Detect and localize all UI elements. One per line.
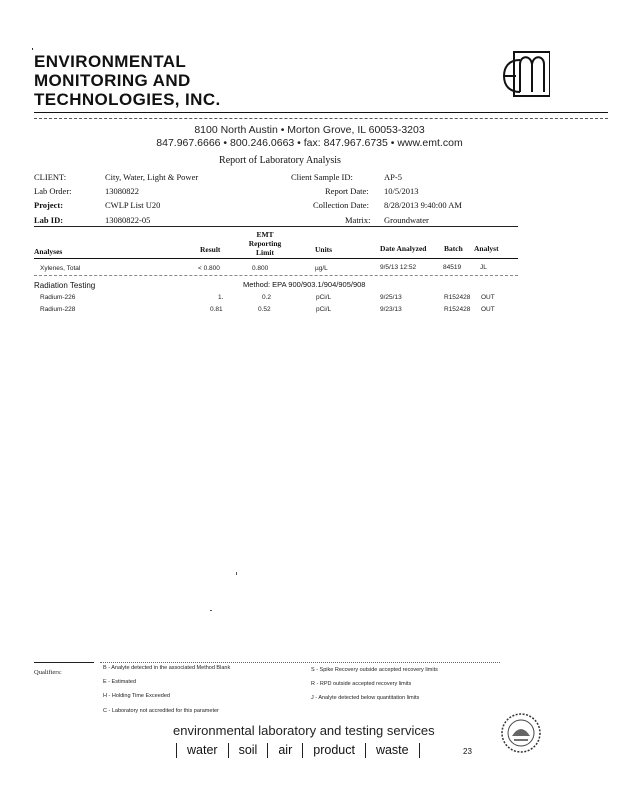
lab-order-value: 13080822 — [105, 186, 139, 196]
rad-row-batch: R152428 — [444, 306, 471, 313]
qualifier-rule-dotted — [100, 662, 500, 663]
section-method: Method: EPA 900/903.1/904/905/908 — [243, 280, 366, 289]
rad-row-analyte: Radium-226 — [40, 294, 76, 301]
col-header-analyses: Analyses — [34, 247, 63, 256]
emt-logo-icon — [500, 50, 550, 98]
report-date-label: Report Date: — [325, 186, 369, 196]
col-header-date: Date Analyzed — [380, 244, 427, 253]
col-header-emt: EMT — [256, 230, 274, 239]
qualifier-s: S - Spike Recovery outside accepted recovery limits — [311, 667, 438, 673]
matrix-label: Matrix: — [345, 215, 371, 225]
company-name-line3: TECHNOLOGIES, INC. — [34, 90, 221, 109]
footer-tag-water: water — [176, 743, 228, 758]
col-header-result: Result — [200, 245, 221, 254]
company-contacts: 847.967.6666 • 800.246.0663 • fax: 847.967.6735 • www.emt.com — [156, 137, 463, 149]
footer-tags — [176, 741, 420, 759]
accreditation-seal-icon — [500, 712, 542, 754]
rad-row-analyte: Radium-228 — [40, 306, 76, 313]
rad-row-analyst: OUT — [481, 306, 495, 313]
client-sample-id-value: AP-5 — [384, 172, 402, 182]
footer-tag-soil: soil — [228, 743, 268, 758]
company-address: 8100 North Austin • Morton Grove, IL 60053-3203 — [194, 124, 425, 136]
lab-order-label: Lab Order: — [34, 186, 72, 196]
client-value: City, Water, Light & Power — [105, 172, 199, 182]
footer-tag-waste: waste — [365, 743, 420, 758]
company-name-line2: MONITORING AND — [34, 71, 191, 90]
company-name — [34, 52, 221, 109]
rad-row-limit: 0.52 — [258, 306, 271, 313]
header-subrule — [34, 118, 608, 119]
client-sample-id-label: Client Sample ID: — [291, 172, 353, 182]
collection-date-label: Collection Date: — [313, 200, 369, 210]
rad-row-date: 9/23/13 — [380, 306, 402, 313]
qualifier-c: C - Laboratory not accredited for this parameter — [103, 708, 219, 714]
col-header-reporting: Reporting — [248, 239, 282, 248]
company-name-line1: ENVIRONMENTAL — [34, 52, 187, 71]
row-result: < 0.800 — [198, 265, 220, 272]
rad-row-limit: 0.2 — [262, 294, 272, 301]
rad-row-units: pCi/L — [316, 294, 332, 301]
qualifier-rule — [34, 662, 94, 663]
table-header-rule — [34, 258, 518, 259]
qualifier-h: H - Holding Time Exceeded — [103, 693, 170, 699]
footer-tag-air: air — [267, 743, 302, 758]
qualifier-r: R - RPD outside accepted recovery limits — [311, 681, 412, 687]
row-batch: 84519 — [443, 264, 462, 271]
col-header-batch: Batch — [444, 244, 463, 253]
footer-services: environmental laboratory and testing services — [173, 723, 435, 738]
qualifier-e: E - Estimated — [103, 679, 137, 685]
rad-row-analyst: OUT — [481, 294, 495, 301]
col-header-limit: Limit — [256, 248, 274, 257]
rad-row-result: 0.81 — [210, 306, 223, 313]
header-rule — [34, 112, 608, 113]
client-label: CLIENT: — [34, 172, 67, 182]
info-rule — [34, 226, 518, 227]
rad-row-result: 1. — [218, 294, 224, 301]
project-value: CWLP List U20 — [105, 200, 161, 210]
collection-date-value: 8/28/2013 9:40:00 AM — [384, 200, 462, 210]
scan-speck — [236, 572, 237, 575]
lab-id-label: Lab ID: — [34, 215, 64, 225]
report-date-value: 10/5/2013 — [384, 186, 419, 196]
lab-id-value: 13080822-05 — [105, 215, 151, 225]
row-analyte: Xylenes, Total — [40, 265, 81, 272]
row-divider — [34, 275, 518, 276]
rad-row-date: 9/25/13 — [380, 294, 402, 301]
qualifier-j: J - Analyte detected below quantitation limits — [311, 695, 420, 701]
page-number: 23 — [463, 747, 472, 756]
col-header-analyst: Analyst — [474, 244, 499, 253]
row-analyst: JL — [480, 264, 487, 271]
matrix-value: Groundwater — [384, 215, 429, 225]
qualifier-b: B - Analyte detected in the associated Method Blank — [103, 665, 231, 671]
row-date: 9/5/13 12:52 — [380, 264, 417, 271]
row-units: µg/L — [315, 265, 328, 272]
report-title: Report of Laboratory Analysis — [219, 155, 341, 166]
qualifiers-label: Qualifiers: — [34, 669, 62, 676]
rad-row-batch: R152428 — [444, 294, 471, 301]
rad-row-units: pCi/L — [316, 306, 332, 313]
scan-speck — [32, 48, 33, 50]
scan-speck — [210, 610, 212, 611]
section-title: Radiation Testing — [34, 281, 96, 290]
col-header-units: Units — [315, 245, 333, 254]
project-label: Project: — [34, 200, 64, 210]
footer-tag-product: product — [302, 743, 365, 758]
row-limit: 0.800 — [252, 265, 269, 272]
